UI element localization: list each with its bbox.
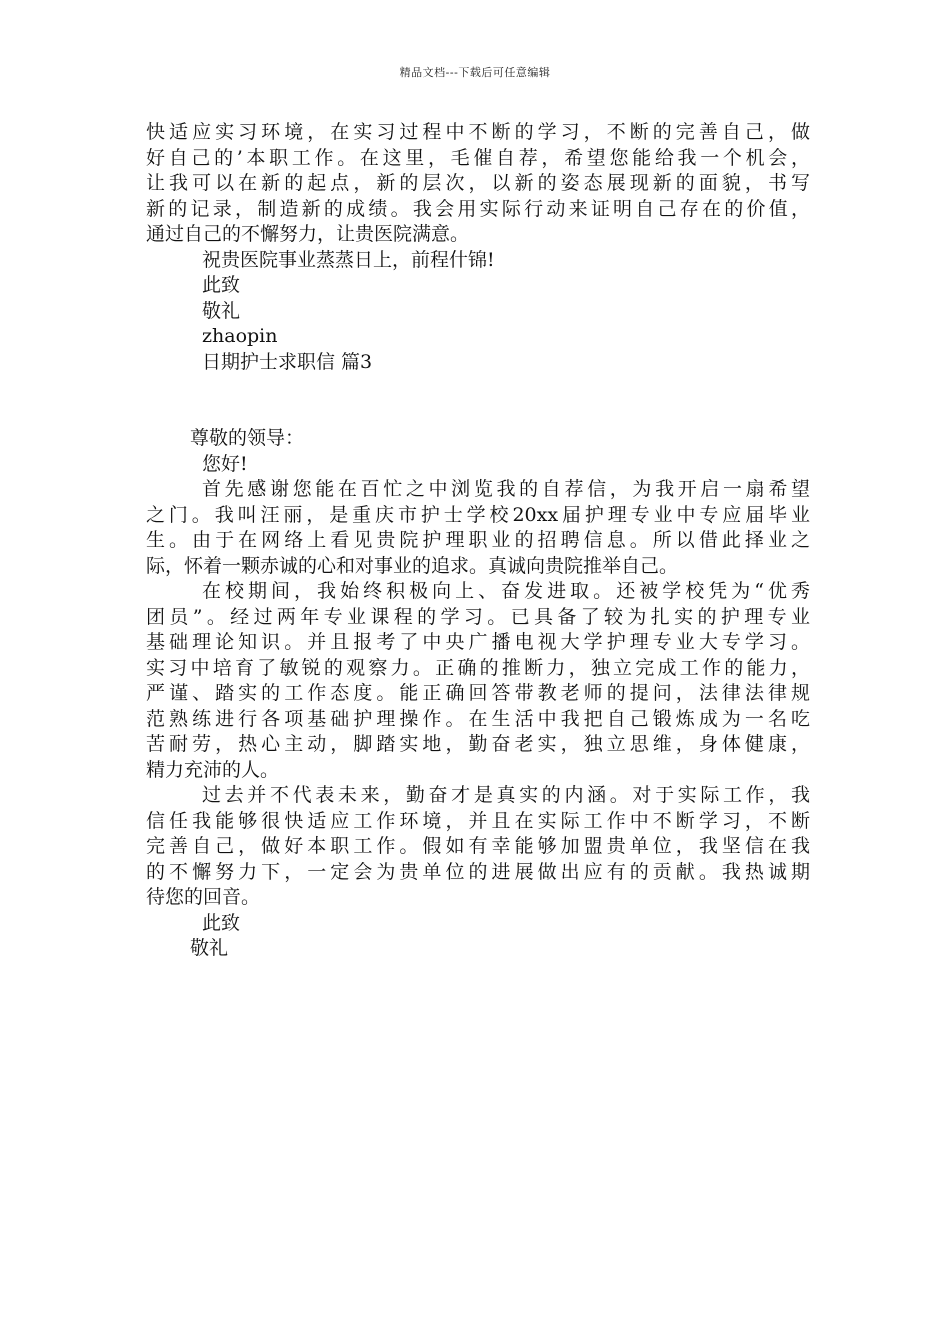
closing-line: 此致 [202, 911, 241, 934]
text-line: 在校期间，我始终积极向上、奋发进取。还被学校凭为“优秀 [202, 580, 810, 602]
wish-line: 祝贵医院事业蒸蒸日上，前程什锦! [202, 248, 495, 271]
text-line: 范熟练进行各项基础护理操作。在生活中我把自己锻炼成为一名吃 [146, 707, 810, 730]
text-line: 信任我能够很快适应工作环境，并且在实际工作中不断学习，不断 [146, 809, 810, 832]
text-line: 让我可以在新的起点，新的层次，以新的姿态展现新的面貌，书写 [146, 172, 810, 194]
greeting: 您好! [202, 452, 248, 475]
text-line: 实习中培育了敏锐的观察力。正确的推断力，独立完成工作的能力， [146, 656, 810, 679]
text-line: 严谨、踏实的工作态度。能正确回答带教老师的提问，法律法律规 [146, 682, 810, 704]
paragraph-2 [146, 579, 810, 783]
closing-line: 敬礼 [202, 299, 241, 322]
text-line: 过去并不代表未来，勤奋才是真实的内涵。对于实际工作，我 [202, 784, 810, 806]
spacer [146, 375, 810, 426]
paragraph-continuation [146, 120, 810, 248]
text-line: 际，怀着一颗赤诚的心和对事业的追求。真诚向贵院推举自己。 [146, 554, 679, 577]
text-line: 好自己的’本职工作。在这里，毛催自荐，希望您能给我一个机会， [146, 146, 810, 169]
date-title: 日期护士求职信 篇3 [202, 350, 373, 373]
salutation: 尊敬的领导： [190, 427, 305, 449]
text-line: 通过自己的不懈努力，让贵医院满意。 [146, 223, 470, 245]
text-line: 精力充沛的人。 [146, 758, 280, 781]
text-line: 基础理论知识。并且报考了中央广播电视大学护理专业大专学习。 [146, 631, 810, 653]
text-line: 首先感谢您能在百忙之中浏览我的自荐信，为我开启一扇希望 [202, 478, 810, 500]
signature: zhaopin [202, 325, 278, 347]
text-line: 新的记录，制造新的成绩。我会用实际行动来证明自己存在的价值， [146, 197, 810, 220]
text-line: 之门。我叫汪丽，是重庆市护士学校20xx届护理专业中专应届毕业 [146, 503, 810, 526]
page-header: 精品文档---下载后可任意编辑 [399, 66, 551, 79]
text-line: 完善自己，做好本职工作。假如有幸能够加盟贵单位，我坚信在我 [146, 835, 810, 857]
closing-line: 此致 [202, 274, 241, 296]
text-line: 的不懈努力下，一定会为贵单位的进展做出应有的贡献。我热诚期 [146, 860, 810, 883]
closing-line: 敬礼 [190, 937, 229, 959]
text-line: 快适应实习环境，在实习过程中不断的学习，不断的完善自己，做 [146, 121, 810, 143]
paragraph-3 [146, 783, 810, 911]
document-body [146, 120, 810, 962]
text-line: 苦耐劳，热心主动，脚踏实地，勤奋老实，独立思维，身体健康， [146, 733, 810, 755]
text-line: 团员”。经过两年专业课程的学习。已具备了较为扎实的护理专业 [146, 605, 810, 628]
text-line: 待您的回音。 [146, 886, 261, 908]
text-line: 生。由于在网络上看见贵院护理职业的招聘信息。所以借此择业之 [146, 529, 810, 551]
paragraph-1 [146, 477, 810, 579]
